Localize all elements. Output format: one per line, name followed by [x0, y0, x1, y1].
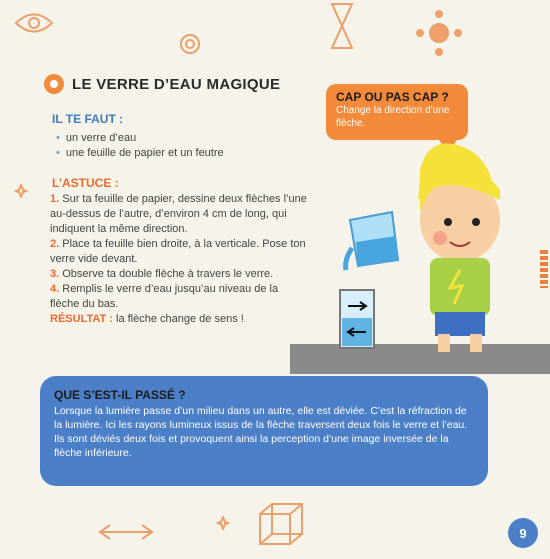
boy-illustration [300, 130, 540, 360]
explanation-text: Lorsque la lumière passe d’un milieu dans un autre, elle est déviée. C’est la réfraction de la lumière. Ici les rayons lumineux issus de la flèche traversent deux fois le verre et l’eau. Ils sont déviés deux fois et provoquent ainsi la perception d’une image inversée de la flèche inférieure. [54, 405, 468, 459]
materials-list [56, 131, 224, 161]
list-item: • un verre d’eau [56, 131, 224, 146]
step-number: 1. [50, 193, 60, 205]
step-item [50, 282, 310, 312]
result-text: la flèche change de sens ! [112, 313, 244, 325]
materials-heading: IL TE FAUT : [52, 112, 124, 126]
explanation-panel [40, 376, 488, 486]
spiral-icon [44, 74, 64, 94]
page-number: 9 [508, 518, 538, 548]
star-icon [14, 184, 28, 198]
hourglass-icon [328, 2, 356, 50]
step-number: 3. [50, 268, 60, 280]
page-title: LE VERRE D’EAU MAGIQUE [72, 75, 281, 93]
step-number: 2. [50, 238, 60, 250]
list-item: • une feuille de papier et un feutre [56, 146, 224, 161]
arrow-icon [96, 522, 156, 542]
step-item [50, 237, 310, 267]
step-text: Remplis le verre d’eau jusqu’au niveau de la flèche du bas. [50, 283, 279, 310]
step-text: Sur ta feuille de papier, dessine deux flèches l’une au-dessus de l’autre, d’environ 4 cm de long, qui indiquent la même direction. [50, 193, 307, 235]
tip-heading: L’ASTUCE : [52, 176, 119, 190]
challenge-text: Change la direction d’une flèche. [336, 105, 450, 129]
step-text: Place ta feuille bien droite, à la verticale. Pose ton verre vide devant. [50, 238, 306, 265]
steps-list [50, 192, 310, 327]
cube-icon [256, 500, 308, 552]
sun-icon [416, 10, 462, 56]
step-item [50, 267, 310, 282]
explanation-title: QUE S’EST-IL PASSÉ ? [54, 388, 186, 402]
eye-icon [14, 10, 54, 36]
title-row [44, 74, 280, 94]
page-edge-marker [540, 250, 548, 288]
challenge-title: CAP OU PAS CAP ? [336, 90, 449, 104]
star-icon [216, 516, 230, 530]
step-text: Observe ta double flèche à travers le verre. [62, 268, 274, 280]
result [50, 312, 310, 327]
result-label: RÉSULTAT : [50, 313, 113, 325]
step-number: 4. [50, 283, 60, 295]
spiral-icon [178, 32, 202, 56]
step-item [50, 192, 310, 237]
